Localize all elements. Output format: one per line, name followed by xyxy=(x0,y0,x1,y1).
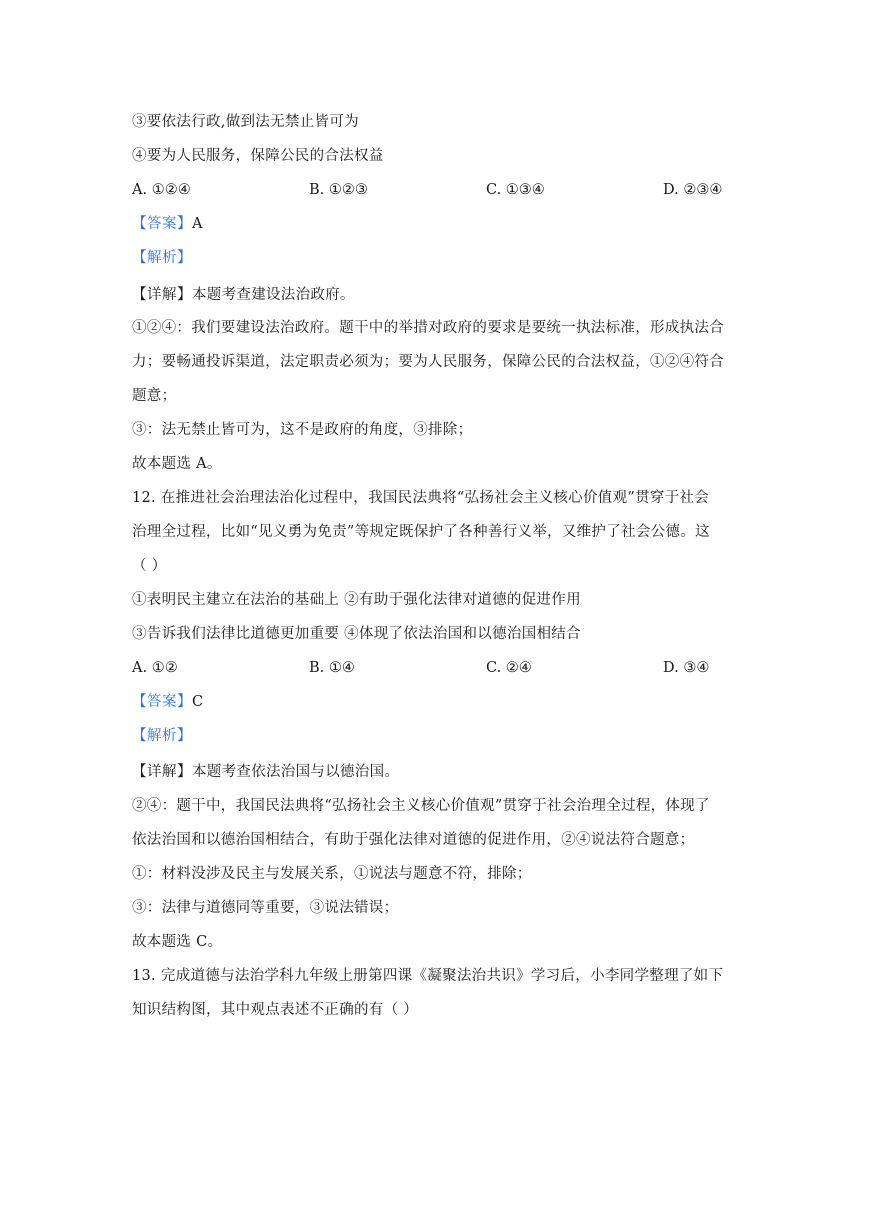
answer-tag: 【答案】 xyxy=(132,216,192,232)
q12-statements-3-4: ③告诉我们法律比道德更加重要 ④体现了依法治国和以德治国相结合 xyxy=(132,626,581,642)
q12-conclusion: 故本题选 C。 xyxy=(132,934,223,950)
q12-statements-1-2: ①表明民主建立在法治的基础上 ②有助于强化法律对道德的促进作用 xyxy=(132,592,581,608)
q12-explanation-line-1: ②④：题干中，我国民法典将“弘扬社会主义核心价值观”贯穿于社会治理全过程，体现了 xyxy=(132,798,710,814)
q12-option-b: B. ①④ xyxy=(309,660,355,676)
q13-stem-line-1: 13. 完成道德与法治学科九年级上册第四课《凝聚法治共识》学习后，小李同学整理了如下 xyxy=(132,968,724,984)
q11-explanation-line-2: 力；要畅通投诉渠道，法定职责必须为；要为人民服务，保障公民的合法权益，①②④符合 xyxy=(132,354,724,370)
q12-stem-line-3: （ ） xyxy=(132,558,167,574)
q12-analysis-tag: 【解析】 xyxy=(132,728,192,744)
q11-explanation-2: ③：法无禁止皆可为，这不是政府的角度，③排除； xyxy=(132,422,473,438)
q12-stem-line-2: 治理全过程，比如“见义勇为免责”等规定既保护了各种善行义举，又维护了社会公德。这 xyxy=(132,524,710,540)
q12-explanation-line-2: 依法治国和以德治国相结合，有助于强化法律对道德的促进作用，②④说法符合题意； xyxy=(132,832,695,848)
detail-tag: 【详解】 xyxy=(132,287,192,303)
answer-value: A xyxy=(192,216,203,232)
q12-stem-line-1: 12. 在推进社会治理法治化过程中，我国民法典将“弘扬社会主义核心价值观”贯穿于社会 xyxy=(132,490,710,506)
q12-option-a: A. ①② xyxy=(132,660,178,676)
q13-stem-line-2: 知识结构图，其中观点表述不正确的有（ ） xyxy=(132,1002,419,1018)
q11-statement-4: ④要为人民服务，保障公民的合法权益 xyxy=(132,148,384,164)
q12-explanation-3: ③：法律与道德同等重要，③说法错误； xyxy=(132,900,399,916)
detail-intro: 本题考查建设法治政府。 xyxy=(192,287,355,303)
detail-tag: 【详解】 xyxy=(132,764,192,780)
q11-analysis-tag: 【解析】 xyxy=(132,250,192,266)
q11-answer xyxy=(132,214,203,234)
q11-statement-3: ③要依法行政,做到法无禁止皆可为 xyxy=(132,114,359,130)
q12-explanation-2: ①：材料没涉及民主与发展关系，①说法与题意不符，排除； xyxy=(132,866,532,882)
answer-tag: 【答案】 xyxy=(132,694,192,710)
q12-option-d: D. ③④ xyxy=(663,660,710,676)
q11-option-a: A. ①②④ xyxy=(132,182,191,198)
q12-detail xyxy=(132,762,399,782)
q11-detail xyxy=(132,285,355,305)
q11-option-c: C. ①③④ xyxy=(486,182,545,198)
q12-answer xyxy=(132,692,203,712)
q11-explanation-line-3: 题意； xyxy=(132,388,177,404)
q12-option-c: C. ②④ xyxy=(486,660,532,676)
answer-value: C xyxy=(192,694,204,710)
q11-option-d: D. ②③④ xyxy=(663,182,723,198)
detail-intro: 本题考查依法治国与以德治国。 xyxy=(192,764,400,780)
q11-option-b: B. ①②③ xyxy=(309,182,368,198)
q11-explanation-line-1: ①②④：我们要建设法治政府。题干中的举措对政府的要求是要统一执法标准，形成执法合 xyxy=(132,320,724,336)
q11-conclusion: 故本题选 A。 xyxy=(132,456,222,472)
